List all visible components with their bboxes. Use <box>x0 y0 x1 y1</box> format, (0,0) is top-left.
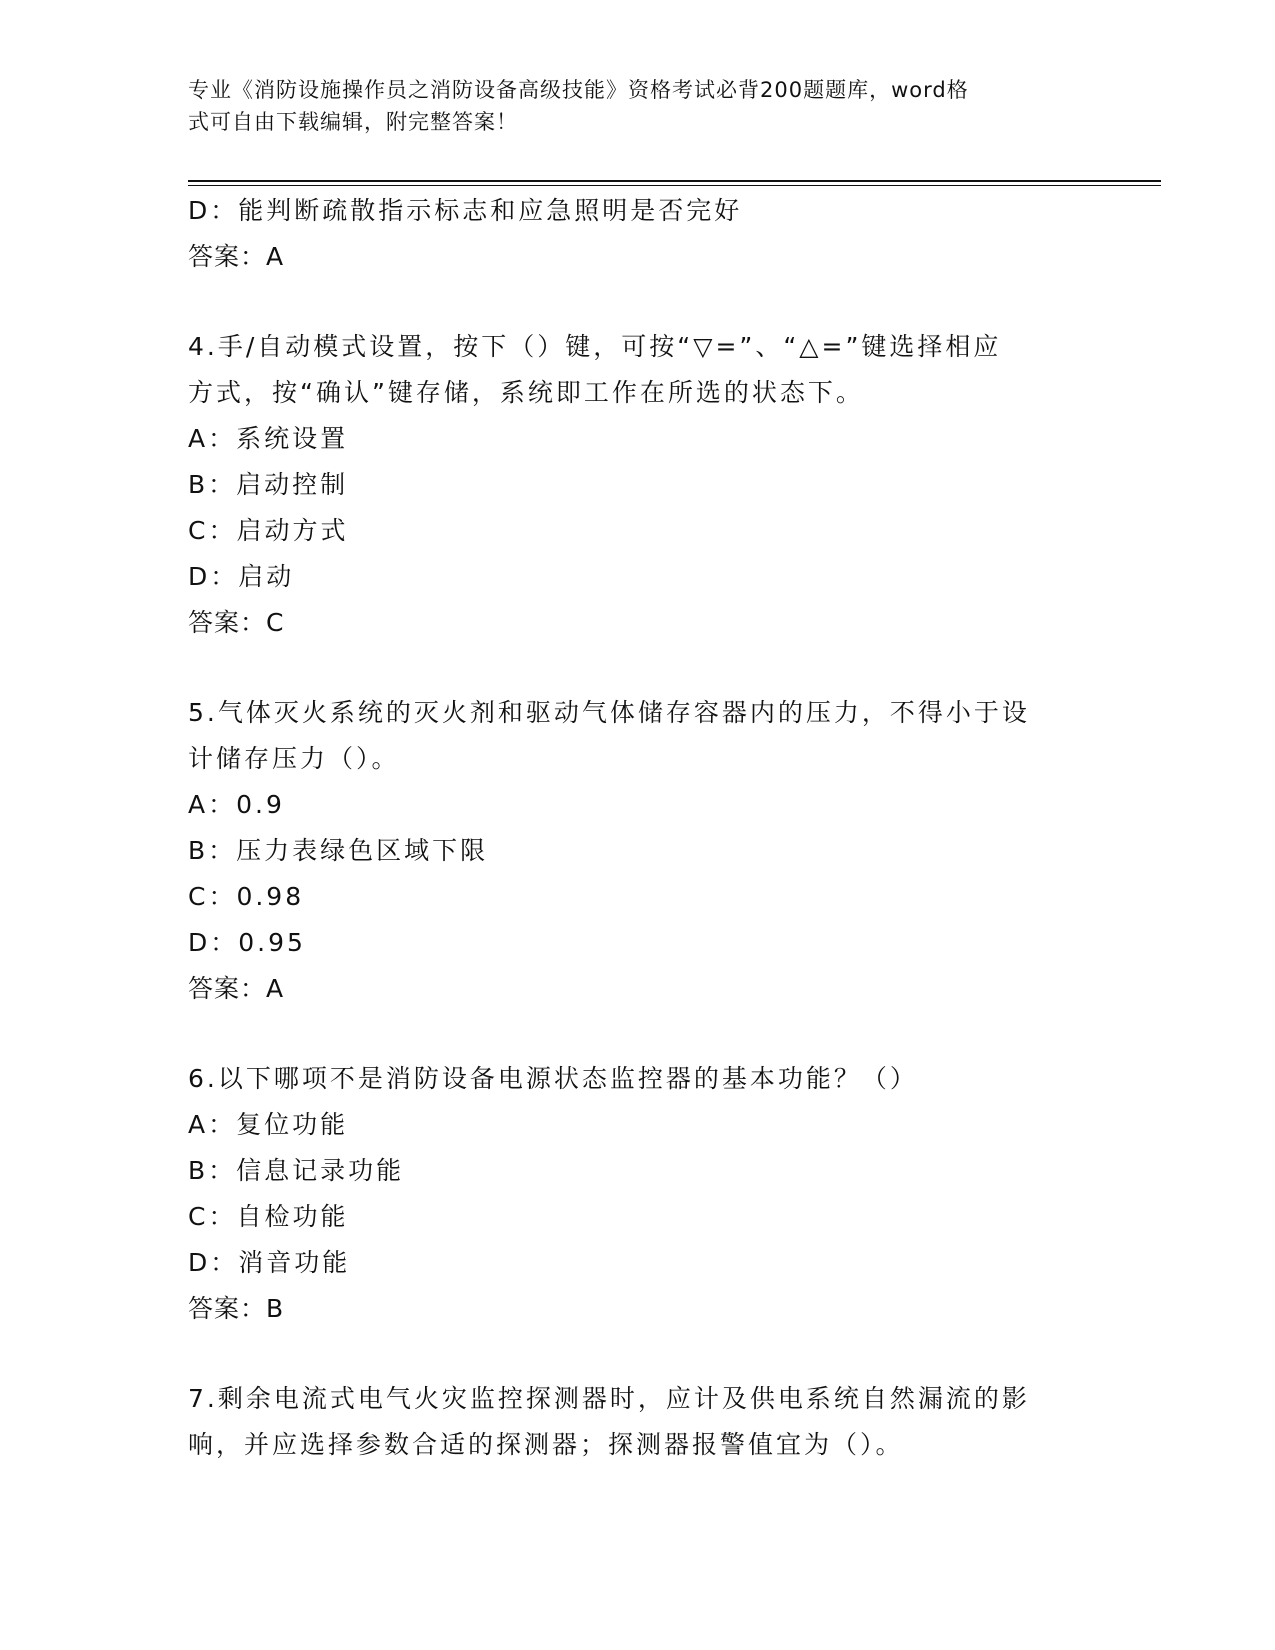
header-line-1: 专业《消防设施操作员之消防设备高级技能》资格考试必背200题题库，word格 <box>188 78 969 102</box>
header-rule-thin <box>188 185 1161 186</box>
option-b: B：压力表绿色区域下限 <box>188 836 489 865</box>
question-fragment <box>188 188 1088 280</box>
option-d: D：能判断疏散指示标志和应急照明是否完好 <box>188 196 743 225</box>
option-c: C：启动方式 <box>188 516 349 545</box>
question-5 <box>188 690 1088 1012</box>
option-c: C：0.98 <box>188 882 305 911</box>
header-rule-thick <box>188 180 1161 182</box>
answer-line: 答案：B <box>188 1294 285 1323</box>
option-d: D：0.95 <box>188 928 306 957</box>
document-header <box>188 74 1068 138</box>
option-a: A：系统设置 <box>188 424 349 453</box>
question-text-line-1: 6.以下哪项不是消防设备电源状态监控器的基本功能？（） <box>188 1064 918 1093</box>
header-line-2: 式可自由下载编辑，附完整答案！ <box>188 110 518 134</box>
question-4 <box>188 324 1088 646</box>
option-b: B：启动控制 <box>188 470 349 499</box>
option-b: B：信息记录功能 <box>188 1156 405 1185</box>
question-text-line-2: 响，并应选择参数合适的探测器；探测器报警值宜为（）。 <box>188 1430 904 1459</box>
question-text-line-2: 方式，按“确认”键存储，系统即工作在所选的状态下。 <box>188 378 864 407</box>
question-6 <box>188 1056 1088 1332</box>
option-d: D：消音功能 <box>188 1248 351 1277</box>
question-7 <box>188 1376 1088 1468</box>
question-text-line-1: 4.手/自动模式设置，按下（）键，可按“▽=”、“△=”键选择相应 <box>188 332 1002 361</box>
answer-line: 答案：A <box>188 974 285 1003</box>
option-d: D：启动 <box>188 562 295 591</box>
question-text-line-1: 5.气体灭火系统的灭火剂和驱动气体储存容器内的压力，不得小于设 <box>188 698 1030 727</box>
answer-line: 答案：C <box>188 608 285 637</box>
question-text-line-1: 7.剩余电流式电气火灾监控探测器时，应计及供电系统自然漏流的影 <box>188 1384 1030 1413</box>
document-body <box>188 188 1088 1468</box>
option-a: A：复位功能 <box>188 1110 349 1139</box>
option-a: A：0.9 <box>188 790 285 819</box>
option-c: C：自检功能 <box>188 1202 349 1231</box>
answer-line: 答案：A <box>188 242 285 271</box>
question-text-line-2: 计储存压力（）。 <box>188 744 400 773</box>
